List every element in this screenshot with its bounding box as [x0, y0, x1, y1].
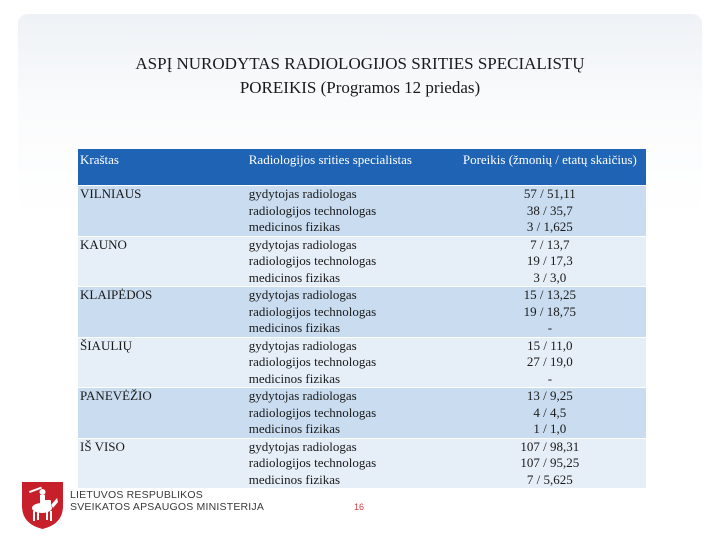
specialist-label: gydytojas radiologas: [248, 337, 357, 353]
table-row: [78, 186, 646, 237]
need-value: 3 / 1,625: [526, 219, 573, 234]
specialist-cell: [247, 236, 454, 287]
specialist-label: medicinos fizikas: [248, 269, 341, 285]
need-value: 107 / 98,31: [520, 438, 580, 454]
table-row: [78, 337, 646, 388]
need-value: 27 / 19,0: [526, 354, 573, 369]
specialist-label: gydytojas radiologas: [248, 186, 357, 201]
table-row: [78, 438, 646, 488]
title-line-1: ASPĮ NURODYTAS RADIOLOGIJOS SRITIES SPECIALISTŲ: [135, 54, 585, 73]
need-value: 3 / 3,0: [533, 269, 567, 285]
need-cell: [454, 236, 646, 287]
need-value: 13 / 9,25: [526, 388, 573, 403]
need-value: 19 / 18,75: [523, 303, 577, 319]
slide-title: [40, 52, 680, 100]
specialist-label: radiologijos technologas: [248, 303, 377, 319]
need-cell: [454, 438, 646, 488]
specialist-cell: [247, 186, 454, 237]
need-value: 4 / 4,5: [533, 404, 567, 420]
specialist-label: gydytojas radiologas: [248, 438, 357, 454]
table-row: [78, 287, 646, 338]
need-cell: [454, 186, 646, 237]
radiology-needs-table: [78, 149, 646, 488]
header-specialist: Radiologijos srities specialistas: [247, 149, 454, 186]
specialist-cell: [247, 388, 454, 439]
need-value: 57 / 51,11: [523, 186, 576, 201]
region-cell: IŠ VISO: [78, 438, 247, 488]
specialist-label: medicinos fizikas: [248, 370, 341, 386]
specialist-label: radiologijos technologas: [248, 253, 377, 268]
table-row: [78, 388, 646, 439]
specialist-label: medicinos fizikas: [248, 320, 341, 335]
header-need: Poreikis (žmonių / etatų skaičius): [454, 149, 646, 186]
coat-of-arms-icon: [20, 480, 65, 530]
region-cell: ŠIAULIŲ: [78, 337, 247, 388]
region-cell: PANEVĖŽIO: [78, 388, 247, 439]
specialist-label: gydytojas radiologas: [248, 287, 357, 302]
specialist-label: radiologijos technologas: [248, 354, 377, 369]
specialist-label: gydytojas radiologas: [248, 236, 357, 252]
specialist-label: radiologijos technologas: [248, 202, 377, 218]
need-value: 15 / 11,0: [527, 337, 573, 353]
table-row: [78, 236, 646, 287]
table-body: [78, 186, 646, 489]
specialist-cell: [247, 438, 454, 488]
need-value: 7 / 5,625: [526, 471, 573, 487]
ministry-name: [70, 489, 264, 513]
specialist-label: medicinos fizikas: [248, 219, 341, 234]
region-cell: KLAIPĖDOS: [78, 287, 247, 338]
page-number: 16: [354, 502, 365, 512]
need-value: 1 / 1,0: [533, 421, 567, 436]
need-cell: [454, 287, 646, 338]
header-region: Kraštas: [78, 149, 247, 186]
specialist-label: radiologijos technologas: [248, 455, 377, 470]
title-line-2: POREIKIS (Programos 12 priedas): [239, 78, 481, 97]
region-cell: VILNIAUS: [78, 186, 247, 237]
table-header-row: [78, 149, 646, 186]
need-cell: [454, 337, 646, 388]
specialist-label: medicinos fizikas: [248, 471, 341, 487]
specialist-cell: [247, 287, 454, 338]
need-value: -: [547, 370, 553, 386]
ministry-line-2: SVEIKATOS APSAUGOS MINISTERIJA: [70, 501, 265, 513]
need-value: 38 / 35,7: [526, 202, 573, 218]
specialist-label: radiologijos technologas: [248, 404, 377, 420]
need-cell: [454, 388, 646, 439]
need-value: 107 / 95,25: [520, 455, 580, 470]
need-value: -: [547, 320, 553, 335]
need-value: 7 / 13,7: [530, 236, 570, 252]
specialist-cell: [247, 337, 454, 388]
specialist-label: medicinos fizikas: [248, 421, 341, 436]
region-cell: KAUNO: [78, 236, 247, 287]
need-value: 15 / 13,25: [523, 287, 577, 302]
need-value: 19 / 17,3: [526, 253, 573, 268]
specialist-label: gydytojas radiologas: [248, 388, 357, 403]
ministry-line-1: LIETUVOS RESPUBLIKOS: [70, 489, 203, 501]
